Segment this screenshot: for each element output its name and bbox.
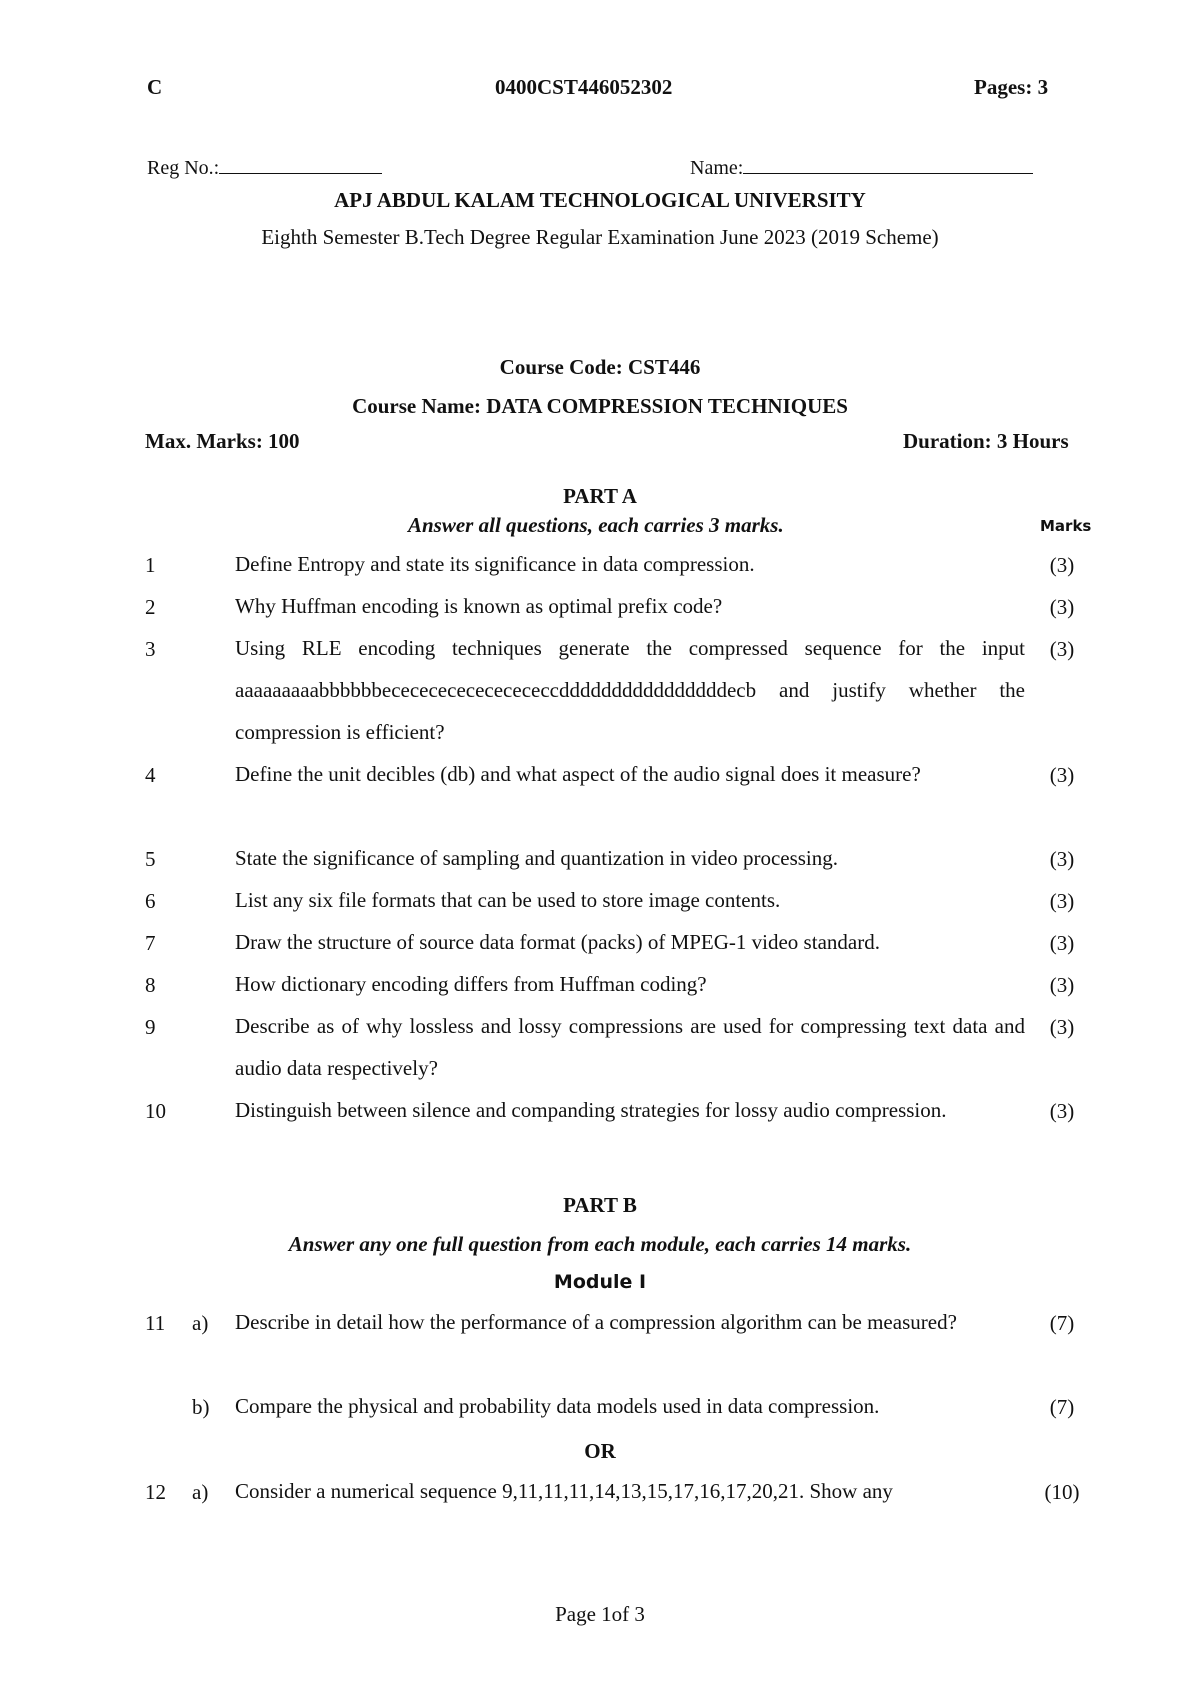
question-number: 10	[145, 1099, 166, 1123]
reg-no-field	[147, 155, 382, 180]
part-a-heading: PART A	[563, 484, 637, 508]
marks-column-header: Marks	[1040, 517, 1092, 535]
reg-no-label: Reg No.:	[147, 157, 220, 179]
question-marks: (3)	[1049, 763, 1075, 787]
question-number: 1	[145, 553, 156, 577]
pages-count: Pages: 3	[974, 75, 1049, 99]
question-number: 12	[145, 1480, 166, 1504]
question-marks: (7)	[1049, 1395, 1075, 1419]
question-text: Distinguish between silence and companding strategies for lossy audio compression.	[235, 1098, 947, 1122]
subquestion-label: a)	[192, 1480, 209, 1504]
question-number: 7	[145, 931, 156, 955]
course-name: Course Name: DATA COMPRESSION TECHNIQUES	[352, 394, 848, 418]
paper-id: 0400CST446052302	[495, 75, 673, 99]
duration: Duration: 3 Hours	[903, 429, 1069, 453]
page-footer: Page 1of 3	[555, 1602, 645, 1626]
question-text: Define the unit decibles (db) and what aspect of the audio signal does it measure?	[235, 762, 921, 786]
subquestion-label: b)	[192, 1395, 210, 1419]
question-number: 11	[145, 1311, 166, 1335]
question-marks: (3)	[1049, 595, 1075, 619]
question-text: Compare the physical and probability data models used in data compression.	[235, 1394, 880, 1418]
question-text: Define Entropy and state its significance in data compression.	[235, 552, 755, 576]
name-line	[743, 155, 1033, 174]
question-marks: (3)	[1049, 931, 1075, 955]
university-name: APJ ABDUL KALAM TECHNOLOGICAL UNIVERSITY	[334, 188, 866, 212]
question-marks: (10)	[1044, 1480, 1080, 1504]
paper-set-code: C	[147, 75, 163, 99]
or-separator: OR	[584, 1439, 616, 1463]
question-text: Using RLE encoding techniques generate the compressed sequence for the input aaaaaaaaabbbbbbecececececececececcddddddddddddddddecb and justify whether the compression is efficient?	[235, 636, 1025, 744]
question-marks: (3)	[1049, 1015, 1075, 1039]
exam-title: Eighth Semester B.Tech Degree Regular Examination June 2023 (2019 Scheme)	[261, 225, 939, 249]
question-text: Draw the structure of source data format (packs) of MPEG-1 video standard.	[235, 930, 880, 954]
question-number: 6	[145, 889, 156, 913]
question-number: 3	[145, 637, 156, 661]
question-number: 9	[145, 1015, 156, 1039]
question-text: State the significance of sampling and quantization in video processing.	[235, 846, 839, 870]
part-b-instruction: Answer any one full question from each module, each carries 14 marks.	[288, 1232, 912, 1256]
question-number: 2	[145, 595, 156, 619]
question-text: List any six file formats that can be used to store image contents.	[235, 888, 781, 912]
part-a-instruction: Answer all questions, each carries 3 marks.	[408, 513, 784, 537]
module-heading: Module I	[553, 1271, 647, 1293]
question-text: Consider a numerical sequence 9,11,11,11,14,13,15,17,16,17,20,21. Show any	[235, 1479, 893, 1503]
question-text: Describe as of why lossless and lossy compressions are used for compressing text data and audio data respectively?	[235, 1014, 1025, 1080]
question-text: Why Huffman encoding is known as optimal prefix code?	[235, 594, 723, 618]
question-text: How dictionary encoding differs from Huffman coding?	[235, 972, 707, 996]
question-text: Describe in detail how the performance of a compression algorithm can be measured?	[235, 1310, 957, 1334]
name-label: Name:	[690, 157, 744, 179]
subquestion-label: a)	[192, 1311, 209, 1335]
max-marks: Max. Marks: 100	[145, 429, 300, 453]
question-marks: (7)	[1049, 1311, 1075, 1335]
question-marks: (3)	[1049, 889, 1075, 913]
reg-no-line	[219, 155, 382, 174]
question-marks: (3)	[1049, 637, 1075, 661]
name-field	[690, 155, 1033, 180]
part-b-heading: PART B	[563, 1193, 637, 1217]
question-marks: (3)	[1049, 1099, 1075, 1123]
question-marks: (3)	[1049, 973, 1075, 997]
question-marks: (3)	[1049, 847, 1075, 871]
question-number: 5	[145, 847, 156, 871]
question-number: 8	[145, 973, 156, 997]
question-marks: (3)	[1049, 553, 1075, 577]
question-number: 4	[145, 763, 156, 787]
course-code: Course Code: CST446	[499, 355, 701, 379]
